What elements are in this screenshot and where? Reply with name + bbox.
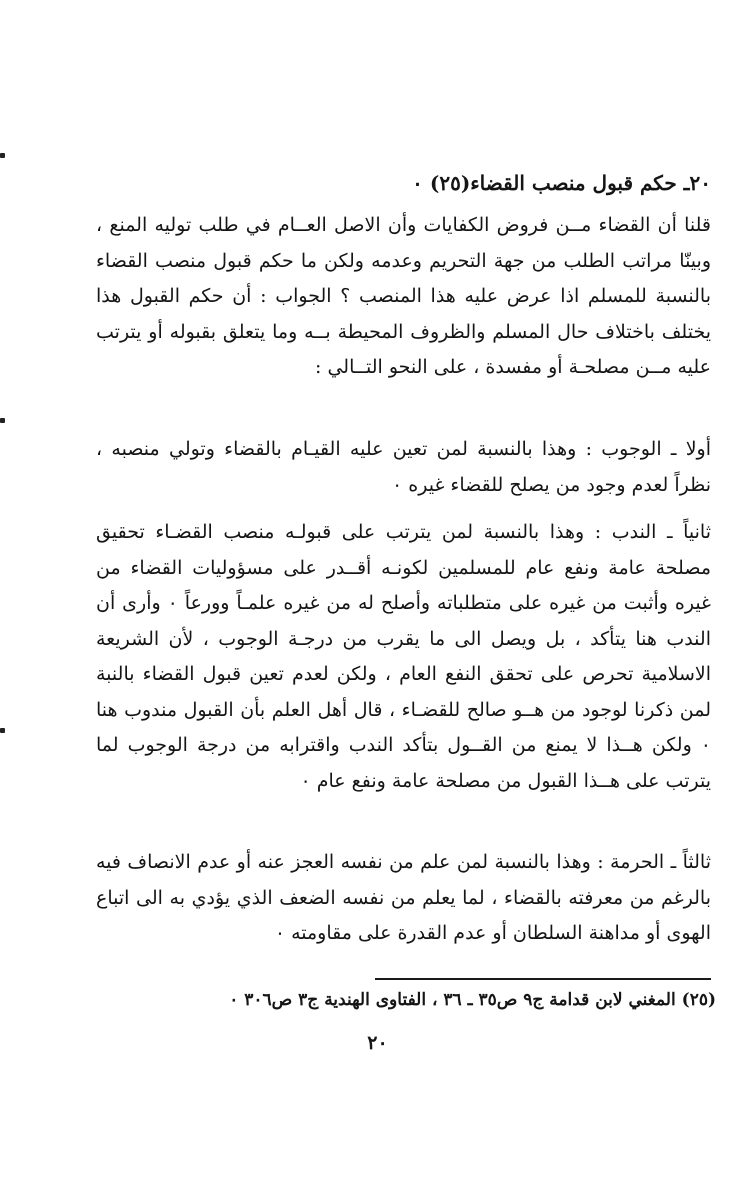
scan-edge-mark [0, 728, 5, 733]
paragraph-recommendation: ثانياً ـ الندب : وهذا بالنسبة لمن يترتب على قبولـه منصب القضـاء تحقيق مصلحة عامة ونفع عام للمسلمين لكونـه أقــدر على مسؤوليات القضاء من غيره وأثبت من غيره على متطلباته وأصلح له من غيره علمـاً وورعاً ٠ وأرى أن الندب هنا يتأكد ، بل ويصل الى ما يقرب من درجـة الوجوب ، لأن الشريعة الاسلامية تحرص على تحقق النفع العام ، ولكن لعدم تعين قبول القضاء بالنبة لمن ذكرنا لوجود من هــو صالح للقضـاء ، قال أهل العلم بأن القبول مندوب هنا ٠ ولكن هــذا لا يمنع من القــول بتأكد الندب واقترابه من درجة الوجوب لما يترتب على هــذا القبول من مصلحة عامة ونفع عام ٠ [96, 521, 711, 792]
footnote: (٢٥) المغني لابن قدامة ج٩ ص٣٥ ـ ٣٦ ، الفتاوى الهندية ج٣ ص٣٠٦ ٠ [229, 990, 716, 1010]
paragraph-prohibition: ثالثاً ـ الحرمة : وهذا بالنسبة لمن علم من نفسه العجز عنه أو عدم الانصاف فيه بالرغم من معرفته بالقضاء ، لما يعلم من نفسه الضعف الذي يؤدي به الى اتباع الهوى أو مداهنة السلطان أو عدم القدرة على مقاومته ٠ [96, 851, 711, 944]
section-number: ٢٠ـ [683, 171, 711, 195]
footnote-divider [375, 978, 711, 980]
section-title: حكم قبول منصب القضاء(٢٥) ٠ [412, 171, 677, 195]
paragraph-obligation: أولا ـ الوجوب : وهذا بالنسبة لمن تعين عليه القيـام بالقضاء وتولي منصبه ، نظراً لعدم وجود من يصلح للقضاء غيره ٠ [96, 438, 711, 496]
scan-edge-mark [0, 153, 5, 158]
paragraph-intro: قلنا أن القضاء مــن فروض الكفايات وأن الاصل العــام في طلب توليه المنع ، وبينّا مراتب الطلب من جهة التحريم وعدمه ولكن ما حكم قبول منصب القضاء بالنسبة للمسلم اذا عرض عليه هذا المنصب ؟ الجواب : أن حكم القبول هذا يختلف باختلاف حال المسلم والظروف المحيطة بــه وما يتعلق بقبوله أو يترتب عليه مــن مصلحـة أو مفسدة ، على النحو التــالي : [96, 214, 711, 378]
section-heading [96, 168, 711, 198]
page-number: ٢٠ [367, 1032, 388, 1054]
scan-edge-mark [0, 418, 5, 423]
